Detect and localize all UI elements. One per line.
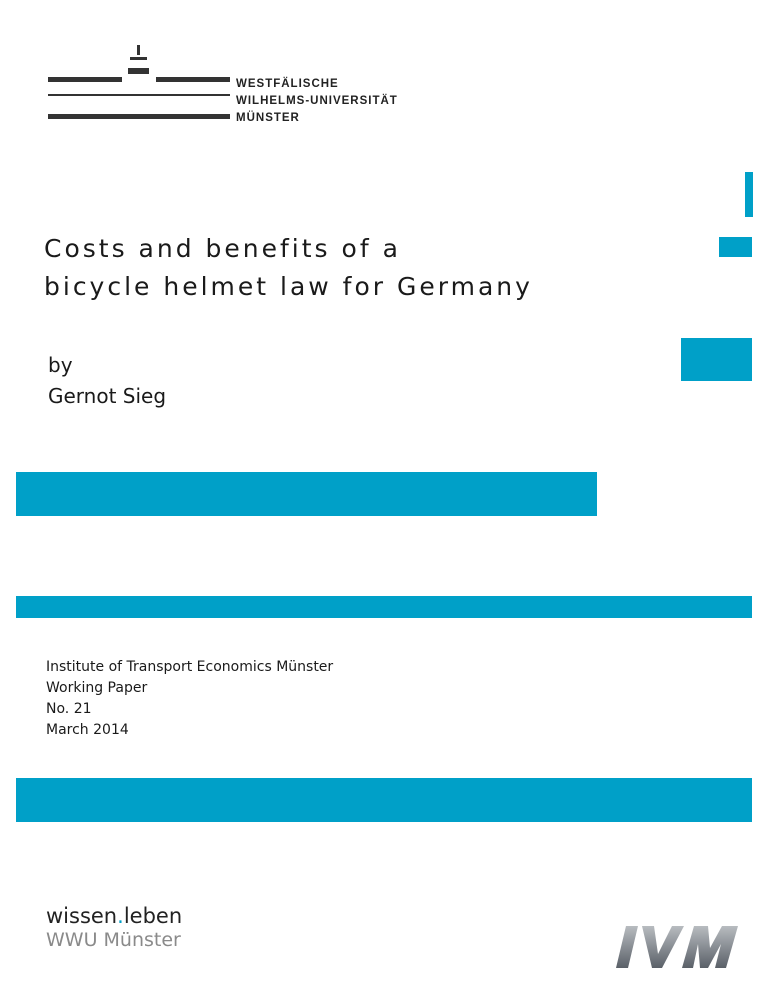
byline-by: by [48, 353, 73, 377]
ivm-logo-icon [616, 926, 748, 968]
logo-rule-2 [48, 94, 230, 96]
logo-mark-top [137, 45, 140, 55]
paper-date: March 2014 [46, 722, 129, 738]
byline [48, 350, 166, 412]
tagline-wwu: WWU Münster [46, 929, 181, 951]
tagline-word2: leben [123, 904, 183, 928]
deco-bar-vertical [745, 172, 753, 217]
document-title [44, 230, 664, 306]
tagline-dot: . [117, 904, 124, 928]
logo-rule-3 [48, 114, 230, 119]
logo-rule-1-left [48, 77, 122, 82]
deco-block-small [719, 237, 752, 257]
title-line1: Costs and benefits of a [44, 234, 401, 263]
author-name: Gernot Sieg [48, 384, 167, 408]
logo-mark-low [128, 68, 149, 74]
band-2 [16, 596, 752, 618]
university-name [236, 76, 398, 127]
tagline-wissen-leben [46, 904, 182, 928]
band-3 [16, 778, 752, 822]
institute-name: Institute of Transport Economics Münster [46, 659, 334, 675]
university-name-line2: WILHELMS-UNIVERSITÄT [236, 95, 398, 107]
paper-number: No. 21 [46, 701, 92, 717]
deco-block-medium [681, 338, 752, 381]
band-1 [16, 472, 597, 516]
logo-rule-1-right [156, 77, 230, 82]
paper-info [46, 657, 333, 741]
university-name-line1: WESTFÄLISCHE [236, 78, 339, 90]
university-name-line3: MÜNSTER [236, 112, 300, 124]
logo-mark-mid [130, 57, 147, 60]
tagline-word1: wissen [46, 904, 118, 928]
series-name: Working Paper [46, 680, 148, 696]
title-line2: bicycle helmet law for Germany [44, 272, 533, 301]
